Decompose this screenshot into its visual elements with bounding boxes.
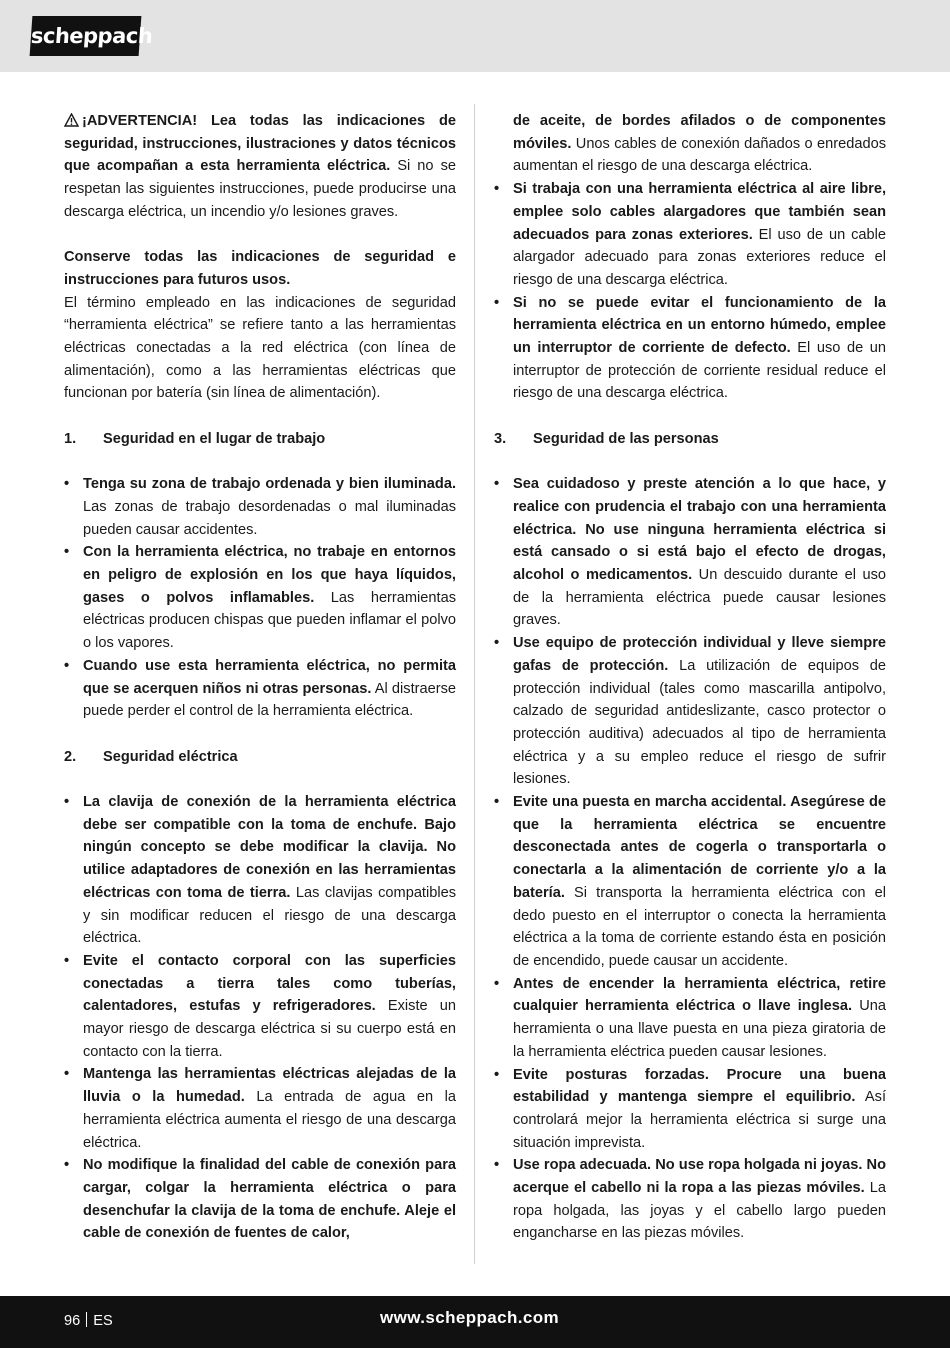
section-number: 3. — [494, 430, 507, 447]
list-item — [513, 473, 886, 632]
item-bold: Use ropa adecuada. No use ropa holgada ni joyas. No acerque el cabello ni la ropa a las piezas móviles. — [513, 1157, 886, 1197]
right-column — [494, 110, 886, 1245]
list-item — [513, 791, 886, 973]
section-heading-2 — [64, 746, 456, 769]
column-divider — [474, 104, 475, 1264]
conserve-bold: Conserve todas las indicaciones de seguridad e instrucciones para futuros usos. — [64, 249, 456, 288]
item-bold: Evite posturas forzadas. Procure una buena estabilidad y mantenga siempre el equilibrio. — [513, 1066, 886, 1106]
section-number: 1. — [64, 430, 77, 447]
page-footer — [0, 1296, 950, 1348]
item-bold: Sea cuidadoso y preste atención a lo que hace, y realice con prudencia el trabajo con una herramienta eléctrica. No use ninguna herramienta eléctrica si está cansado o si está bajo el efecto de drogas, alcohol o medicamentos. — [513, 476, 886, 584]
list-item — [64, 541, 456, 655]
item-text: Las herramientas eléctricas producen chispas que pueden inflamar el polvo o los vapores. — [83, 589, 456, 652]
list-item — [513, 632, 886, 791]
item-bold: No modifique la finalidad del cable de conexión para cargar, colgar la herramienta eléctrica o para desenchufar la clavija de la toma de enchufe. Aleje el cable de conexión de fuentes de calor, — [83, 1157, 456, 1242]
left-column — [64, 110, 456, 1245]
section-number: 2. — [64, 748, 77, 765]
list-item-continued — [513, 110, 886, 178]
list-item — [513, 178, 886, 292]
page-separator — [86, 1312, 87, 1327]
page-number — [64, 1311, 113, 1331]
item-bold: Cuando use esta herramienta eléctrica, no permita que se acerquen niños ni otras personas. — [83, 657, 456, 697]
warning-text: Si no se respetan las siguientes instrucciones, puede producirse una descarga eléctrica, un incendio y/o lesiones graves. — [64, 158, 456, 220]
section-heading-3 — [494, 428, 886, 451]
list-item — [64, 950, 456, 1064]
item-bold: Evite una puesta en marcha accidental. Asegúrese de que la herramienta eléctrica se encuentre desconectada antes de cogerla o transportarla o conectarla a la alimentación de corriente y/o a la batería. — [513, 794, 886, 901]
item-bold: Con la herramienta eléctrica, no trabaje en entornos en peligro de explosión en los que haya líquidos, gases o polvos inflamables. — [83, 544, 456, 606]
item-text: Las clavijas compatibles y sin modificar reducen el riesgo de una descarga eléctrica. — [83, 884, 457, 947]
scheppach-logo: scheppach — [30, 16, 142, 56]
list-item — [64, 655, 456, 723]
term-definition: El término empleado en las indicaciones de seguridad “herramienta eléctrica” se refiere tanto a las herramientas eléctricas conectadas a la red eléctrica (con línea de alimentación), como a las herramientas eléctricas que funcionan por batería (sin línea de alimentación). — [64, 294, 456, 402]
item-text: El uso de un cable alargador adecuado para zonas exteriores reduce el riesgo de una descarga eléctrica. — [513, 226, 886, 288]
list-item — [513, 1064, 886, 1155]
workplace-safety-list — [64, 473, 456, 723]
item-text: Existe un mayor riesgo de descarga eléctrica si su cuerpo está en contacto con la tierra. — [83, 998, 456, 1060]
item-bold: Mantenga las herramientas eléctricas alejadas de la lluvia o la humedad. — [83, 1066, 456, 1106]
item-text: Si transporta la herramienta eléctrica con el dedo puesto en el interruptor o conecta la herramienta eléctrica a la toma de corriente estando ésta en posición de encendido, puede causar un accidente. — [513, 884, 886, 969]
electrical-safety-list-continued — [513, 110, 886, 405]
item-text: La ropa holgada, las joyas y el cabello largo pueden engancharse en las piezas móviles. — [513, 1180, 886, 1242]
list-item — [64, 1154, 456, 1245]
conserve-instructions — [64, 246, 456, 291]
item-text: La utilización de equipos de protección individual (tales como mascarilla antipolvo, calzado de seguridad antideslizante, casco protector o protección auditiva) adecuados al tipo de herramienta eléctrica y a su empleo reduce el riesgo de sufrir lesiones. — [513, 657, 886, 788]
electrical-safety-list — [64, 791, 456, 1245]
warning-triangle-icon — [64, 113, 79, 127]
item-text: La entrada de agua en la herramienta eléctrica aumenta el riesgo de una descarga eléctrica. — [83, 1089, 456, 1151]
item-bold: Antes de encender la herramienta eléctrica, retire cualquier herramienta eléctrica o llave inglesa. — [513, 975, 886, 1015]
page-header — [0, 0, 950, 72]
list-item — [513, 292, 886, 406]
section-title: Seguridad de las personas — [533, 430, 719, 447]
section-title: Seguridad eléctrica — [103, 748, 238, 765]
item-bold: Si no se puede evitar el funcionamiento de la herramienta eléctrica en un entorno húmedo, emplee un interruptor de corriente de defecto. — [513, 294, 886, 357]
item-bold: Use equipo de protección individual y lleve siempre gafas de protección. — [513, 635, 886, 674]
item-text: Una herramienta o una llave puesta en una pieza giratoria de la herramienta eléctrica pueden causar lesiones. — [513, 998, 886, 1060]
item-bold: Si trabaja con una herramienta eléctrica al aire libre, emplee solo cables alargadores que también sean adecuados para zonas exteriores. — [513, 181, 886, 243]
item-text: Al distraerse puede perder el control de la herramienta eléctrica. — [83, 680, 457, 720]
item-bold: Evite el contacto corporal con las superficies conectadas a tierra tales como tuberías, calentadores, estufas y refrigeradores. — [83, 952, 456, 1015]
language-code: ES — [93, 1313, 113, 1329]
list-item — [64, 1063, 456, 1154]
item-text: Así controlará mejor la herramienta eléctrica si surge una situación imprevista. — [513, 1089, 886, 1151]
item-text: El uso de un interruptor de protección de corriente residual reduce el riesgo de una descarga eléctrica. — [513, 340, 886, 402]
item-text: Unos cables de conexión dañados o enredados aumentan el riesgo de una descarga eléctrica. — [513, 135, 886, 175]
section-title: Seguridad en el lugar de trabajo — [103, 430, 326, 447]
item-text: Un descuido durante el uso de la herramienta eléctrica puede causar lesiones graves. — [513, 567, 886, 629]
list-item — [513, 1154, 886, 1245]
page-number-value: 96 — [64, 1313, 81, 1329]
item-bold: La clavija de conexión de la herramienta eléctrica debe ser compatible con la toma de enchufe. Bajo ningún concepto se debe modificar la clavija. No utilice adaptadores de conexión en las herramientas eléctricas con toma de tierra. — [83, 794, 456, 901]
warning-paragraph — [64, 110, 456, 224]
list-item — [513, 973, 886, 1064]
list-item — [64, 791, 456, 950]
warning-bold: ¡ADVERTENCIA! Lea todas las indicaciones de seguridad, instrucciones, ilustraciones y datos técnicos que acompañan a esta herramienta eléctrica. — [64, 113, 456, 175]
personal-safety-list — [513, 473, 886, 1245]
section-heading-1 — [64, 428, 456, 451]
item-bold: de aceite, de bordes afilados o de componentes móviles. — [513, 113, 886, 152]
item-text: Las zonas de trabajo desordenadas o mal iluminadas pueden causar accidentes. — [83, 498, 456, 538]
item-bold: Tenga su zona de trabajo ordenada y bien iluminada. — [83, 476, 456, 493]
list-item — [64, 473, 456, 541]
website-url[interactable]: www.scheppach.com — [380, 1308, 560, 1327]
